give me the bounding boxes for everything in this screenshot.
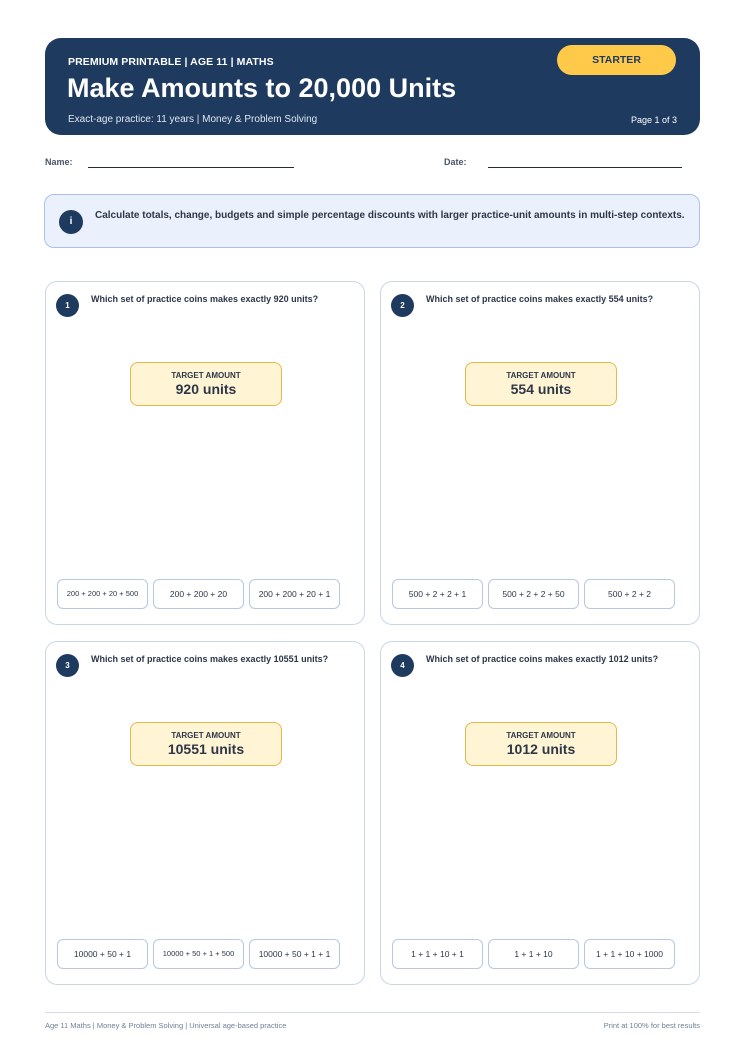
target-value: 10551 units — [167, 741, 245, 757]
target-amount-box — [465, 362, 617, 406]
answer-option[interactable]: 200 + 200 + 20 — [153, 579, 244, 609]
question-number: 2 — [391, 294, 414, 317]
info-icon: i — [59, 210, 83, 234]
worksheet-header — [45, 38, 700, 135]
target-value: 920 units — [175, 381, 237, 397]
target-label: TARGET AMOUNT — [171, 371, 241, 380]
instructions-box — [44, 194, 700, 248]
footer-divider — [45, 1012, 700, 1013]
question-card-1 — [45, 281, 365, 625]
page-title: Make Amounts to 20,000 Units — [67, 73, 457, 103]
target-amount-box — [130, 362, 282, 406]
target-amount-box — [465, 722, 617, 766]
answer-options — [57, 579, 357, 609]
answer-option[interactable]: 10000 + 50 + 1 + 1 — [249, 939, 340, 969]
header-subtitle: Exact-age practice: 11 years | Money & Problem Solving — [68, 114, 318, 125]
question-text: Which set of practice coins makes exactly 554 units? — [426, 294, 654, 304]
answer-option[interactable]: 10000 + 50 + 1 — [57, 939, 148, 969]
answer-option[interactable]: 1 + 1 + 10 + 1 — [392, 939, 483, 969]
question-text: Which set of practice coins makes exactly 10551 units? — [91, 654, 329, 664]
target-label: TARGET AMOUNT — [506, 731, 576, 740]
answer-option[interactable]: 200 + 200 + 20 + 1 — [249, 579, 340, 609]
answer-option[interactable]: 500 + 2 + 2 + 1 — [392, 579, 483, 609]
answer-option[interactable]: 500 + 2 + 2 + 50 — [488, 579, 579, 609]
answer-option[interactable]: 1 + 1 + 10 + 1000 — [584, 939, 675, 969]
answer-option[interactable]: 200 + 200 + 20 + 500 — [57, 579, 148, 609]
target-value: 1012 units — [506, 741, 576, 757]
answer-options — [392, 579, 692, 609]
date-label: Date: — [444, 157, 467, 167]
answer-options — [57, 939, 357, 969]
question-number: 4 — [391, 654, 414, 677]
question-card-3 — [45, 641, 365, 985]
target-amount-box — [130, 722, 282, 766]
target-label: TARGET AMOUNT — [506, 371, 576, 380]
instructions-text: Calculate totals, change, budgets and simple percentage discounts with larger practice-unit amounts in multi-step contexts. — [95, 210, 685, 221]
answer-option[interactable]: 1 + 1 + 10 — [488, 939, 579, 969]
question-card-4 — [380, 641, 700, 985]
footer-left-text: Age 11 Maths | Money & Problem Solving | Universal age-based practice — [45, 1021, 287, 1030]
answer-option[interactable]: 10000 + 50 + 1 + 500 — [153, 939, 244, 969]
question-text: Which set of practice coins makes exactly 920 units? — [91, 294, 319, 304]
question-card-2 — [380, 281, 700, 625]
target-label: TARGET AMOUNT — [171, 731, 241, 740]
answer-option[interactable]: 500 + 2 + 2 — [584, 579, 675, 609]
question-number: 3 — [56, 654, 79, 677]
page-indicator: Page 1 of 3 — [630, 115, 677, 125]
name-label: Name: — [45, 157, 73, 167]
level-badge: STARTER — [557, 45, 676, 75]
target-value: 554 units — [510, 381, 572, 397]
date-field[interactable] — [488, 167, 682, 168]
name-field[interactable] — [88, 167, 294, 168]
footer-right-text: Print at 100% for best results — [603, 1021, 700, 1030]
header-kicker: PREMIUM PRINTABLE | AGE 11 | MATHS — [68, 56, 274, 68]
question-number: 1 — [56, 294, 79, 317]
answer-options — [392, 939, 692, 969]
question-text: Which set of practice coins makes exactly 1012 units? — [426, 654, 659, 664]
